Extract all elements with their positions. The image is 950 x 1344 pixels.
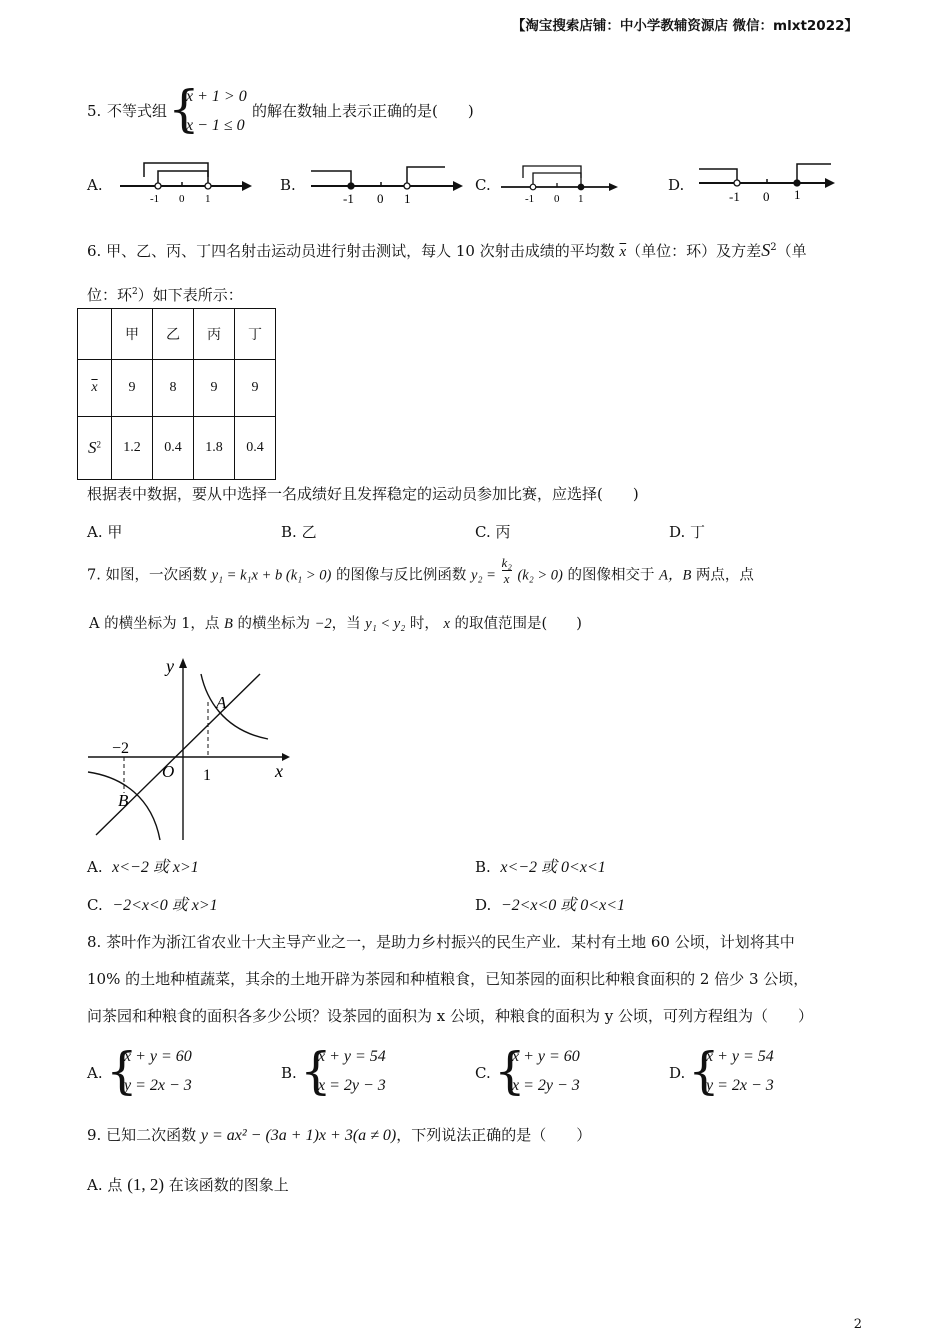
q5-option-c-numberline[interactable] <box>495 158 630 206</box>
q8-d-brace: { <box>688 1042 720 1100</box>
q6-option-d-label: D. <box>669 523 686 541</box>
q8-b-l1: x + y = 54 <box>318 1048 386 1065</box>
q7-option-c[interactable] <box>87 895 218 916</box>
q6-option-c-text: 丙 <box>495 523 511 541</box>
q5-suffix: 的解在数轴上表示正确的是( ) <box>252 102 474 120</box>
q6-line2 <box>87 282 243 305</box>
q5-option-d-numberline[interactable] <box>695 155 845 205</box>
header-watermark: 【淘宝搜索店铺：中小学教辅资源店 微信：mlxt2022】 <box>511 18 858 34</box>
table-row <box>78 417 276 480</box>
q7-line2 <box>89 614 582 634</box>
table-cell: 9 <box>112 360 153 417</box>
q7-line1-d: 两点，点 <box>695 567 754 584</box>
q8-c-l1: x + y = 60 <box>512 1048 580 1065</box>
q9-func: y = ax² − (3a + 1)x + 3(a ≠ 0) <box>200 1127 397 1144</box>
q6-line2-text: 位：环 <box>87 286 133 304</box>
y-axis-arrow-icon <box>179 658 187 668</box>
q5-d-tick-0: 0 <box>763 189 770 204</box>
q6-question: 根据表中数据，要从中选择一名成绩好且发挥稳定的运动员参加比赛，应选择( ) <box>87 485 639 503</box>
q6-option-d-text: 丁 <box>690 523 706 541</box>
q8-option-c-system[interactable] <box>512 1042 580 1100</box>
q5-brace: { <box>168 80 200 138</box>
q7-line2-x: x <box>443 616 450 632</box>
table-cell: 0.4 <box>153 417 194 480</box>
q7-option-a-text: x<−2 或 x>1 <box>112 859 199 876</box>
table-header-cell: 甲 <box>112 309 153 360</box>
q5-b-tick-1: 1 <box>404 191 411 205</box>
q8-option-d-system[interactable] <box>706 1042 774 1100</box>
q7-f2-right: (k₂ > 0) <box>517 567 563 584</box>
q5-sys-line2: x − 1 ≤ 0 <box>186 117 245 134</box>
q9-option-a[interactable] <box>87 1175 289 1195</box>
table-header-cell: 丙 <box>194 309 235 360</box>
q5-d-tick-1: 1 <box>794 187 801 202</box>
q6-line2-sup: 2 <box>132 287 138 297</box>
table-header-cell <box>78 309 112 360</box>
q6-option-a[interactable] <box>87 522 122 542</box>
q9-option-a-text2: 在该函数的图象上 <box>168 1176 289 1194</box>
table-row-label-variance <box>78 417 112 480</box>
q8-c-brace: { <box>494 1042 526 1100</box>
q7-f2-num: k₂ <box>501 555 512 570</box>
q9-option-a-label: A. <box>87 1176 103 1194</box>
graph-origin-label: O <box>162 762 175 781</box>
q5-b-tick-0: 0 <box>377 191 384 205</box>
q6-score-table <box>77 308 276 480</box>
graph-tick-neg2: −2 <box>112 740 130 757</box>
q8-a-l1: x + y = 60 <box>124 1048 192 1065</box>
q6-unit2: （单 <box>776 242 807 260</box>
q8-line1: 8. 茶叶作为浙江省农业十大主导产业之一，是助力乡村振兴的民生产业．某村有土地 60 公顷，计划将其中 <box>87 933 795 951</box>
q6-option-b[interactable] <box>281 522 317 542</box>
q5-option-d-label[interactable]: D. <box>668 176 685 194</box>
q5-option-a-numberline[interactable] <box>112 155 262 205</box>
q7-f2-fraction <box>502 555 512 586</box>
graph-point-b-label: B <box>118 791 129 810</box>
q5-c-tick-1: 1 <box>578 193 584 205</box>
q7-line2-val: −2 <box>314 616 332 632</box>
q9-line1-b: ，下列说法正确的是（ ） <box>396 1126 592 1144</box>
q6-option-c[interactable] <box>475 522 511 542</box>
q6-option-a-text: 甲 <box>107 523 123 541</box>
table-var-s: S <box>88 438 97 457</box>
q7-line2-B: B <box>224 616 233 632</box>
q7-line1-b: 的图像与反比例函数 <box>335 567 467 584</box>
q5-number: 5. <box>87 102 102 120</box>
q6-option-a-label: A. <box>87 523 103 541</box>
q5-system <box>186 82 247 140</box>
q7-option-c-label: C. <box>87 896 103 914</box>
q5-d-tick-neg1: -1 <box>729 189 740 204</box>
table-cell: 0.4 <box>235 417 276 480</box>
q7-line1-a: 7. 如图，一次函数 <box>87 567 207 584</box>
table-cell: 1.8 <box>194 417 235 480</box>
q7-pts: A，B <box>659 567 692 584</box>
q9-option-a-text1: 点 <box>107 1176 123 1194</box>
q5-prefix: 不等式组 <box>107 102 168 120</box>
q7-f2-left: y₂ = <box>471 567 496 584</box>
q5-c-tick-0: 0 <box>554 193 560 205</box>
q5-option-a-label[interactable]: A. <box>87 176 103 194</box>
q6-option-c-label: C. <box>475 523 491 541</box>
q8-option-b-system[interactable] <box>318 1042 386 1100</box>
q8-option-b-label[interactable]: B. <box>281 1064 297 1082</box>
q7-option-c-text: −2<x<0 或 x>1 <box>112 897 218 914</box>
q6-line1-text: 6. 甲、乙、丙、丁四名射击运动员进行射击测试，每人 10 次射击成绩的平均数 <box>87 242 615 260</box>
q6-line2-end: ）如下表所示： <box>137 286 243 304</box>
table-cell: 1.2 <box>112 417 153 480</box>
q7-option-d-text: −2<x<0 或 0<x<1 <box>500 897 626 914</box>
table-cell: 8 <box>153 360 194 417</box>
q7-option-a-label: A. <box>87 858 103 876</box>
q7-line2-c: ，当 <box>331 616 361 632</box>
q7-option-a[interactable] <box>87 857 199 878</box>
q5-option-c-label[interactable]: C. <box>475 176 491 194</box>
q6-s: S <box>761 240 771 260</box>
q6-option-d[interactable] <box>669 522 705 542</box>
q6-s-sup: 2 <box>770 242 777 253</box>
q8-d-l2: y = 2x − 3 <box>706 1077 774 1094</box>
table-cell: 9 <box>194 360 235 417</box>
table-row-label-mean: $\overline{x}$ <box>78 360 112 417</box>
q8-line2: 10% 的土地种植蔬菜，其余的土地开辟为茶园和种植粮食，已知茶园的面积比种粮食面积的 2 倍少 3 公顷， <box>87 970 809 988</box>
q7-option-d-label: D. <box>475 896 492 914</box>
q6-line1 <box>87 238 807 262</box>
q6-xbar: $\overline{x}$ <box>619 244 627 260</box>
q5-b-tick-neg1: -1 <box>343 191 354 205</box>
q9-line1-a: 9. 已知二次函数 <box>87 1126 197 1144</box>
q5-option-b-label[interactable]: B. <box>280 176 296 194</box>
hyperbola-branch-1 <box>201 674 268 739</box>
q7-line1 <box>87 555 754 586</box>
q5-c-tick-neg1: -1 <box>525 193 535 205</box>
q5-sys-line1: x + 1 > 0 <box>186 88 247 105</box>
page-number: 2 <box>853 1317 862 1332</box>
x-axis-arrow-icon <box>282 753 290 761</box>
q5-a-tick-0: 0 <box>179 193 185 205</box>
q7-option-b-label: B. <box>475 858 491 876</box>
q8-option-a-system[interactable] <box>124 1042 192 1100</box>
table-header-cell: 丁 <box>235 309 276 360</box>
graph-y-label: y <box>166 656 174 676</box>
graph-x-label: x <box>275 761 283 781</box>
q5-a-tick-neg1: -1 <box>150 193 160 205</box>
q7-f2-den: x <box>503 571 510 586</box>
q8-option-a-label[interactable]: A. <box>87 1064 103 1082</box>
q7-option-b[interactable] <box>475 857 606 878</box>
table-cell: 9 <box>235 360 276 417</box>
q5-option-b-numberline[interactable] <box>305 155 465 205</box>
q7-line2-d: 时， <box>409 616 439 632</box>
q7-line2-e: 的取值范围是( ) <box>454 616 582 632</box>
q7-line2-a: A 的横坐标为 1，点 <box>89 616 220 632</box>
q5-a-tick-1: 1 <box>205 193 211 205</box>
q7-option-d[interactable] <box>475 895 625 916</box>
q6-option-b-text: 乙 <box>301 523 317 541</box>
q7-line1-c: 的图像相交于 <box>567 567 655 584</box>
table-row <box>78 360 276 417</box>
q7-option-b-text: x<−2 或 0<x<1 <box>500 859 606 876</box>
q8-b-l2: x = 2y − 3 <box>318 1077 386 1094</box>
q8-a-brace: { <box>106 1042 138 1100</box>
q8-a-l2: y = 2x − 3 <box>124 1077 192 1094</box>
q8-c-l2: x = 2y − 3 <box>512 1077 580 1094</box>
graph-tick-1: 1 <box>203 767 211 784</box>
table-header-cell: 乙 <box>153 309 194 360</box>
q9-option-a-point: (1, 2) <box>127 1175 165 1194</box>
q8-d-l1: x + y = 54 <box>706 1048 774 1065</box>
q7-line2-b: 的横坐标为 <box>237 616 310 632</box>
graph-point-a-label: A <box>216 693 227 712</box>
q7-f1: y₁ = k₁x + b (k₁ > 0) <box>211 567 332 584</box>
q6-option-b-label: B. <box>281 523 297 541</box>
q7-graph <box>82 652 302 847</box>
q8-option-c-label[interactable]: C. <box>475 1064 491 1082</box>
q9-line1 <box>87 1125 591 1146</box>
q8-b-brace: { <box>300 1042 332 1100</box>
table-var-sup: 2 <box>96 439 101 450</box>
q6-unit1: （单位：环）及方差 <box>626 242 762 260</box>
table-row <box>78 309 276 360</box>
q7-line2-cond: y₁ < y₂ <box>365 616 406 632</box>
q8-line3: 问茶园和种粮食的面积各多少公顷？设茶园的面积为 x 公顷，种粮食的面积为 y 公顷，可列方程组为（ ） <box>87 1007 814 1025</box>
q8-option-d-label[interactable]: D. <box>669 1064 686 1082</box>
